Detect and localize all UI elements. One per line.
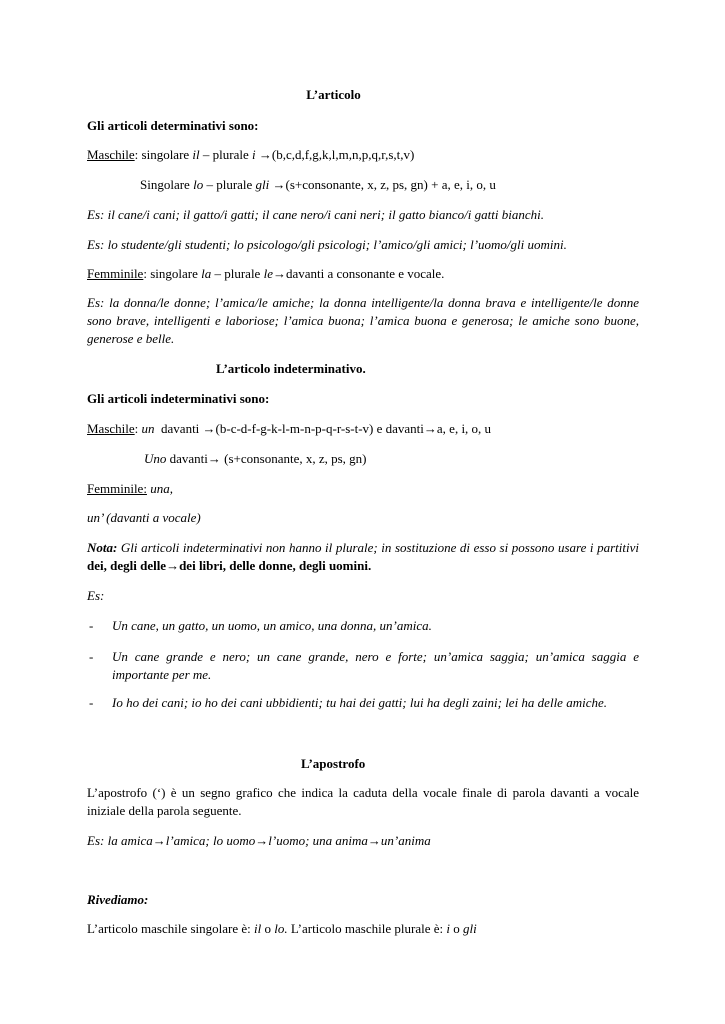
- femminile-label: Femminile:: [87, 481, 147, 496]
- text-part: o: [449, 921, 463, 936]
- list-bullet: -: [89, 695, 94, 710]
- text-part: Singolare: [140, 177, 194, 192]
- rivediamo-heading: Rivediamo:: [87, 892, 149, 907]
- femminile-label: Femminile: [87, 266, 144, 281]
- article-i: i: [252, 147, 256, 162]
- list-bullet: -: [89, 649, 94, 664]
- list-bullet: -: [89, 618, 94, 633]
- article-gli: gli: [462, 921, 477, 936]
- article-lo: lo.: [274, 921, 288, 936]
- det-example-3: Es: la donna/le donne; l’amica/le amiche; la donna intelligente/la donna brava e intelligente/le donne sono brave, intelligenti e laboriose; l’amica buona; l’amica buona e generosa; le amiche sono buone, generose e belle.: [87, 295, 639, 346]
- text-part: :: [134, 421, 142, 436]
- final-line: [87, 921, 477, 937]
- text-part: : singolare: [134, 147, 193, 162]
- text-part: davanti →(b-c-d-f-g-k-l-m-n-p-q-r-s-t-v) e davanti→a, e, i, o, u: [154, 421, 492, 436]
- apostrofo-example: Es: la amica→l’amica; lo uomo→l’uomo; una anima→un’anima: [87, 833, 431, 848]
- indet-title: L’articolo indeterminativo.: [216, 361, 366, 376]
- article-i: i: [446, 921, 450, 936]
- text-part: davanti→ (s+consonante, x, z, ps, gn): [166, 451, 367, 466]
- det-maschile-line-2: [140, 177, 496, 193]
- text-part: →(s+consonante, x, z, ps, gn) + a, e, i, o, u: [269, 177, 496, 192]
- article-lo: lo: [193, 177, 204, 192]
- indet-un-apostrophe: un’ (davanti a vocale): [87, 510, 201, 525]
- text-part: : singolare: [143, 266, 202, 281]
- nota-bold: dei, degli delle→dei libri, delle donne, degli uomini.: [87, 558, 372, 573]
- title-text: L’articolo: [306, 87, 361, 102]
- list-item: Io ho dei cani; io ho dei cani ubbidienti; tu hai dei gatti; lui ha degli zaini; lei ha delle amiche.: [112, 695, 607, 710]
- det-femminile-line: [87, 266, 444, 282]
- article-una: una,: [146, 481, 173, 496]
- det-heading: Gli articoli determinativi sono:: [87, 118, 259, 133]
- det-maschile-line: [87, 147, 414, 163]
- article-il: il: [192, 147, 200, 162]
- apostrofo-paragraph: L’apostrofo (‘) è un segno grafico che indica la caduta della vocale finale di parola davanti a vocale iniziale della parola seguente.: [87, 785, 639, 818]
- article-la: la: [201, 266, 212, 281]
- list-item: Un cane grande e nero; un cane grande, nero e forte; un’amica saggia; un’amica saggia e importante per me.: [112, 649, 639, 682]
- indet-uno-line: [144, 451, 367, 467]
- page-title: [0, 87, 725, 103]
- nota-label: Nota:: [87, 540, 118, 555]
- article-il: il: [254, 921, 262, 936]
- det-example-2: Es: lo studente/gli studenti; lo psicologo/gli psicologi; l’amico/gli amici; l’uomo/gli uomini.: [87, 237, 567, 252]
- text-part: →davanti a consonante e vocale.: [272, 266, 445, 281]
- text-part: L’articolo maschile singolare è:: [87, 921, 255, 936]
- article-uno: Uno: [144, 451, 167, 466]
- article-gli: gli: [255, 177, 270, 192]
- text-part: – plurale: [211, 266, 264, 281]
- es-label: Es:: [87, 588, 105, 603]
- maschile-label: Maschile: [87, 147, 135, 162]
- indet-maschile-line: [87, 421, 491, 437]
- indet-femminile-line: [87, 481, 173, 497]
- text-part: o: [261, 921, 275, 936]
- maschile-label: Maschile: [87, 421, 135, 436]
- nota-paragraph: [87, 539, 639, 575]
- text-part: L’articolo maschile plurale è:: [287, 921, 447, 936]
- text-part: →(b,c,d,f,g,k,l,m,n,p,q,r,s,t,v): [255, 147, 415, 162]
- det-example-1: Es: il cane/i cani; il gatto/i gatti; il cane nero/i cani neri; il gatto bianco/i gatti bianchi.: [87, 207, 544, 222]
- nota-text: Gli articoli indeterminativi non hanno il plurale; in sostituzione di esso si possono usare i partitivi: [117, 540, 639, 555]
- list-item: Un cane, un gatto, un uomo, un amico, una donna, un’amica.: [112, 618, 432, 633]
- indet-heading: Gli articoli indeterminativi sono:: [87, 391, 270, 406]
- text-part: – plurale: [203, 177, 256, 192]
- apostrofo-title: L’apostrofo: [301, 756, 366, 771]
- text-part: – plurale: [199, 147, 252, 162]
- article-le: le: [263, 266, 273, 281]
- article-un: un: [141, 421, 155, 436]
